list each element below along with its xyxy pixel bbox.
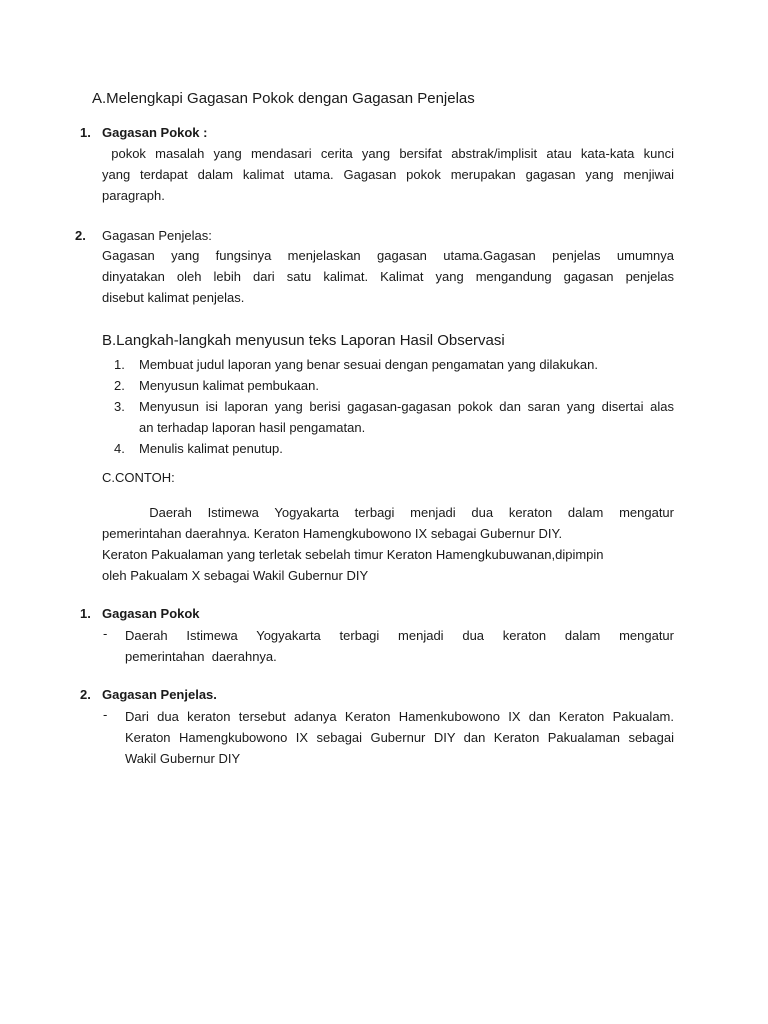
step-text: Menyusun isi laporan yang berisi gagasan-gagasan pokok dan saran yang disertai alas (139, 399, 674, 414)
section-a-item1-number: 1. (80, 125, 91, 140)
step-text: Membuat judul laporan yang benar sesuai dengan pengamatan yang dilakukan. (139, 357, 598, 372)
bullet-dash: - (103, 707, 108, 722)
bullet-dash: - (103, 626, 108, 641)
definition-line: paragraph. (102, 188, 165, 203)
contoh-gagasan-pokok-text (125, 625, 674, 667)
gagasan-penjelas-definition (102, 245, 674, 308)
step-item (114, 375, 674, 396)
step-item (114, 396, 674, 438)
text-line: pemerintahan daerahnya. (125, 649, 277, 664)
step-number: 1. (114, 357, 125, 372)
section-b-title: B.Langkah-langkah menyusun teks Laporan Hasil Observasi (102, 332, 505, 349)
gagasan-penjelas-label: Gagasan Penjelas: (102, 228, 212, 243)
contoh-gagasan-pokok-label: Gagasan Pokok (102, 606, 200, 621)
section-c-title: C.CONTOH: (102, 470, 175, 485)
paragraph-line: Daerah Istimewa Yogyakarta terbagi menjadi dua keraton dalam mengatur (102, 505, 674, 520)
contoh-item2-number: 2. (80, 687, 91, 702)
definition-line: dinyatakan oleh lebih dari satu kalimat. Kalimat yang mengandung gagasan penjelas (102, 269, 674, 284)
section-a-title: A.Melengkapi Gagasan Pokok dengan Gagasan Penjelas (92, 90, 475, 107)
definition-line: disebut kalimat penjelas. (102, 290, 245, 305)
step-number: 3. (114, 399, 125, 414)
definition-line: pokok masalah yang mendasari cerita yang bersifat abstrak/implisit atau kata-kata kunci (102, 146, 674, 161)
definition-line: Gagasan yang fungsinya menjelaskan gagasan utama.Gagasan penjelas umumnya (102, 248, 674, 263)
section-a-item2-number: 2. (75, 228, 86, 243)
definition-line: yang terdapat dalam kalimat utama. Gagasan pokok merupakan gagasan yang menjiwai (102, 167, 674, 182)
step-number: 4. (114, 441, 125, 456)
step-number: 2. (114, 378, 125, 393)
contoh-gagasan-penjelas-label: Gagasan Penjelas. (102, 687, 217, 702)
contoh-gagasan-penjelas-text (125, 706, 674, 769)
step-text: an terhadap laporan hasil pengamatan. (139, 420, 366, 435)
paragraph-line: Keraton Pakualaman yang terletak sebelah timur Keraton Hamengkubuwanan,dipimpin (102, 547, 604, 562)
text-line: Daerah Istimewa Yogyakarta terbagi menjadi dua keraton dalam mengatur (125, 628, 674, 643)
text-line: Dari dua keraton tersebut adanya Keraton Hamenkubowono IX dan Keraton Pakualam. (125, 709, 674, 724)
contoh-paragraph (102, 502, 674, 586)
paragraph-line: pemerintahan daerahnya. Keraton Hamengkubowono IX sebagai Gubernur DIY. (102, 526, 563, 541)
step-text: Menyusun kalimat pembukaan. (139, 378, 319, 393)
steps-list (114, 354, 674, 459)
step-item (114, 354, 674, 375)
gagasan-pokok-definition (102, 143, 674, 206)
step-item (114, 438, 674, 459)
gagasan-pokok-label: Gagasan Pokok : (102, 125, 208, 140)
text-line: Wakil Gubernur DIY (125, 751, 241, 766)
contoh-item1-number: 1. (80, 606, 91, 621)
text-line: Keraton Hamengkubowono IX sebagai Gubernur DIY dan Keraton Pakualaman sebagai (125, 730, 674, 745)
paragraph-line: oleh Pakualam X sebagai Wakil Gubernur DIY (102, 568, 369, 583)
step-text: Menulis kalimat penutup. (139, 441, 283, 456)
